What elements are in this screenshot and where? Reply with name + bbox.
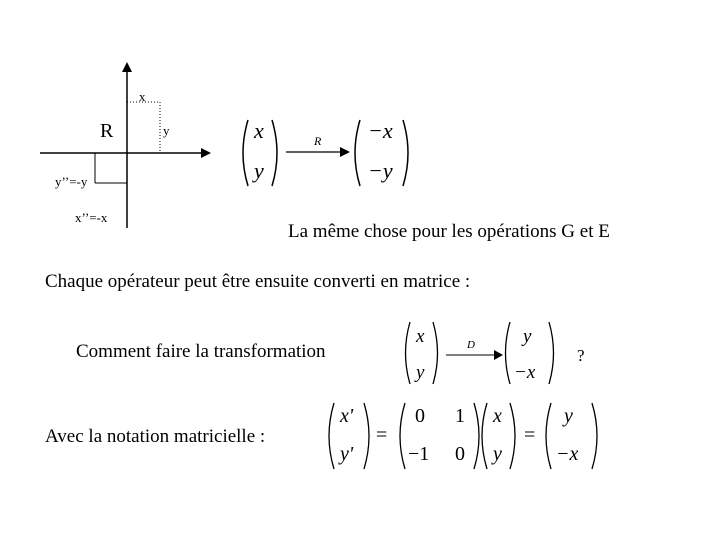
paren-right bbox=[364, 403, 369, 469]
paren-left bbox=[329, 403, 334, 469]
matrix-R-right-x: −x bbox=[368, 118, 393, 143]
matrix-cell-0-1: 1 bbox=[455, 405, 465, 427]
matrix-D-right-y: y bbox=[523, 326, 532, 347]
paren-right bbox=[592, 403, 597, 469]
label-x-double: x’’=-x bbox=[75, 210, 108, 225]
paren-left bbox=[546, 403, 551, 469]
lhs-y-prime: y' bbox=[340, 443, 354, 465]
result-y: y bbox=[564, 405, 573, 427]
paren-left bbox=[482, 403, 487, 469]
paren-right bbox=[510, 403, 515, 469]
paren-left bbox=[400, 403, 405, 469]
equals-sign-2: = bbox=[524, 424, 536, 446]
label-R: R bbox=[100, 120, 114, 142]
result-negx: −x bbox=[556, 443, 579, 465]
label-y: y bbox=[163, 123, 170, 138]
equals-sign-1: = bbox=[376, 424, 388, 446]
text-same-operations: La même chose pour les opérations G et E bbox=[288, 221, 610, 242]
text-matrix-notation: Avec la notation matricielle : bbox=[45, 426, 266, 447]
matrix-cell-1-1: 0 bbox=[455, 443, 465, 465]
matrix-R-left-y: y bbox=[254, 158, 264, 183]
matrix-cell-1-0: −1 bbox=[408, 443, 430, 465]
arrow-D-label: D bbox=[467, 339, 475, 351]
matrix-R-right-y: −y bbox=[368, 158, 393, 183]
label-x: x bbox=[139, 89, 146, 104]
matrix-R-left-x: x bbox=[254, 118, 264, 143]
matrix-D-left-y: y bbox=[416, 362, 425, 383]
matrix-D-left-x: x bbox=[416, 326, 425, 347]
vec-x: x bbox=[493, 405, 502, 427]
vec-y: y bbox=[493, 443, 502, 465]
arrow-R-label: R bbox=[314, 134, 322, 148]
matrix-D-right-negx: −x bbox=[514, 362, 536, 383]
matrix-cell-0-0: 0 bbox=[415, 405, 425, 427]
text-how-transform: Comment faire la transformation bbox=[76, 341, 326, 362]
text-each-operator: Chaque opérateur peut être ensuite converti en matrice : bbox=[45, 271, 471, 292]
lhs-x-prime: x' bbox=[340, 405, 354, 427]
question-mark: ? bbox=[577, 346, 585, 365]
label-y-double: y’’=-y bbox=[55, 174, 88, 189]
paren-right bbox=[474, 403, 479, 469]
